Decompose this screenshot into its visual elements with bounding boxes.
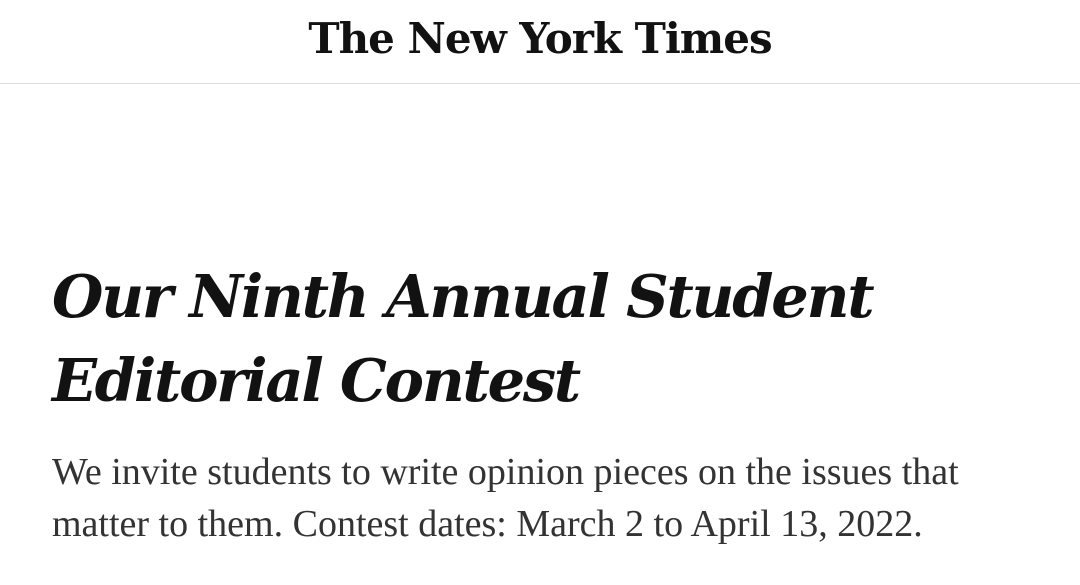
article-summary: We invite students to write opinion pieces on the issues that matter to them. Contest dates: March 2 to April 13, 2022. [52,451,959,545]
masthead [0,0,1080,84]
article-headline: Our Ninth Annual Student Editorial Contest [52,262,873,415]
nyt-logo[interactable]: The New York Times [308,14,772,63]
